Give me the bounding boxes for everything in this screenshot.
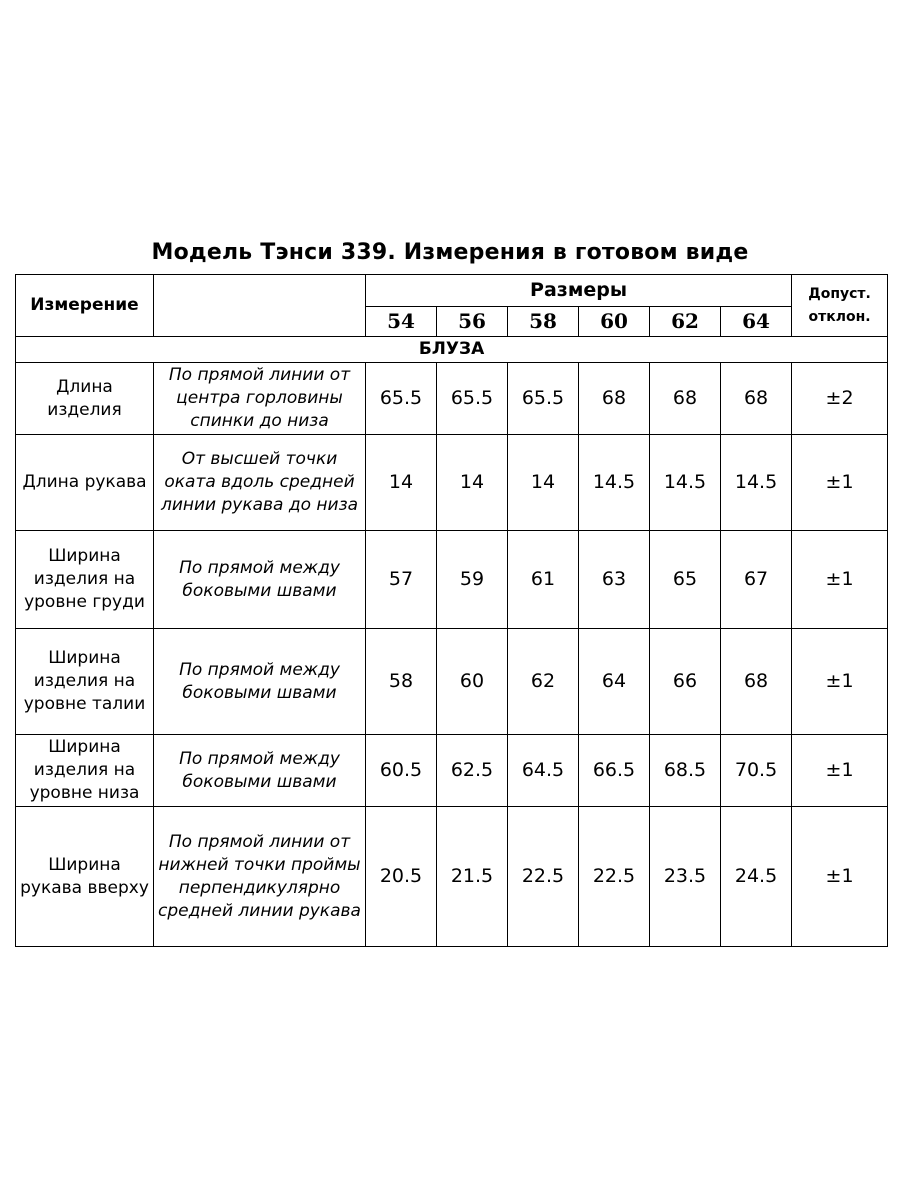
row-value: 64: [579, 629, 650, 735]
row-value: 60: [437, 629, 508, 735]
row-value: 70.5: [721, 735, 792, 807]
row-value: 66.5: [579, 735, 650, 807]
table-row: [16, 531, 888, 629]
row-value: 66: [650, 629, 721, 735]
section-row: [16, 337, 888, 363]
section-title: БЛУЗА: [16, 337, 888, 363]
row-method: По прямой между боковыми швами: [154, 531, 366, 629]
size-54: 54: [366, 307, 437, 337]
row-value: 14: [366, 435, 437, 531]
size-56: 56: [437, 307, 508, 337]
header-method-blank: [154, 275, 366, 337]
row-value: 65: [650, 531, 721, 629]
row-value: 68: [650, 363, 721, 435]
row-value: 24.5: [721, 807, 792, 947]
row-value: 65.5: [437, 363, 508, 435]
page-title: Модель Тэнси 339. Измерения в готовом виде: [151, 240, 749, 265]
row-value: 62.5: [437, 735, 508, 807]
row-value: 58: [366, 629, 437, 735]
row-value: 14: [508, 435, 579, 531]
row-method: По прямой линии от центра горловины спинки до низа: [154, 363, 366, 435]
row-value: 65.5: [366, 363, 437, 435]
row-tolerance: ±1: [792, 735, 888, 807]
table-row: [16, 735, 888, 807]
row-value: 59: [437, 531, 508, 629]
row-tolerance: ±1: [792, 807, 888, 947]
header-measurement: Измерение: [16, 275, 154, 337]
row-name: Ширина рукава вверху: [16, 807, 154, 947]
row-value: 57: [366, 531, 437, 629]
row-value: 14.5: [721, 435, 792, 531]
row-value: 68: [579, 363, 650, 435]
row-tolerance: ±1: [792, 531, 888, 629]
row-value: 14.5: [650, 435, 721, 531]
size-64: 64: [721, 307, 792, 337]
row-method: По прямой между боковыми швами: [154, 629, 366, 735]
row-value: 67: [721, 531, 792, 629]
table-row: [16, 363, 888, 435]
row-value: 62: [508, 629, 579, 735]
row-tolerance: ±2: [792, 363, 888, 435]
row-value: 23.5: [650, 807, 721, 947]
row-value: 22.5: [508, 807, 579, 947]
row-name: Ширина изделия на уровне талии: [16, 629, 154, 735]
row-value: 65.5: [508, 363, 579, 435]
row-value: 64.5: [508, 735, 579, 807]
row-tolerance: ±1: [792, 435, 888, 531]
row-value: 14: [437, 435, 508, 531]
row-method: От высшей точки оката вдоль средней линии рукава до низа: [154, 435, 366, 531]
row-value: 60.5: [366, 735, 437, 807]
size-62: 62: [650, 307, 721, 337]
row-value: 61: [508, 531, 579, 629]
row-value: 68.5: [650, 735, 721, 807]
size-60: 60: [579, 307, 650, 337]
row-name: Длина рукава: [16, 435, 154, 531]
header-sizes: Размеры: [366, 275, 792, 307]
row-value: 22.5: [579, 807, 650, 947]
row-value: 68: [721, 363, 792, 435]
header-row: [16, 275, 888, 307]
size-58: 58: [508, 307, 579, 337]
row-value: 63: [579, 531, 650, 629]
row-value: 68: [721, 629, 792, 735]
row-name: Ширина изделия на уровне груди: [16, 531, 154, 629]
row-method: По прямой между боковыми швами: [154, 735, 366, 807]
table-row: [16, 807, 888, 947]
measurements-table: [15, 274, 888, 947]
row-name: Длина изделия: [16, 363, 154, 435]
row-value: 21.5: [437, 807, 508, 947]
row-value: 20.5: [366, 807, 437, 947]
table-row: [16, 629, 888, 735]
row-tolerance: ±1: [792, 629, 888, 735]
header-tolerance: Допуст. отклон.: [792, 275, 888, 337]
row-name: Ширина изделия на уровне низа: [16, 735, 154, 807]
row-method: По прямой линии от нижней точки проймы перпендикулярно средней линии рукава: [154, 807, 366, 947]
table-row: [16, 435, 888, 531]
row-value: 14.5: [579, 435, 650, 531]
